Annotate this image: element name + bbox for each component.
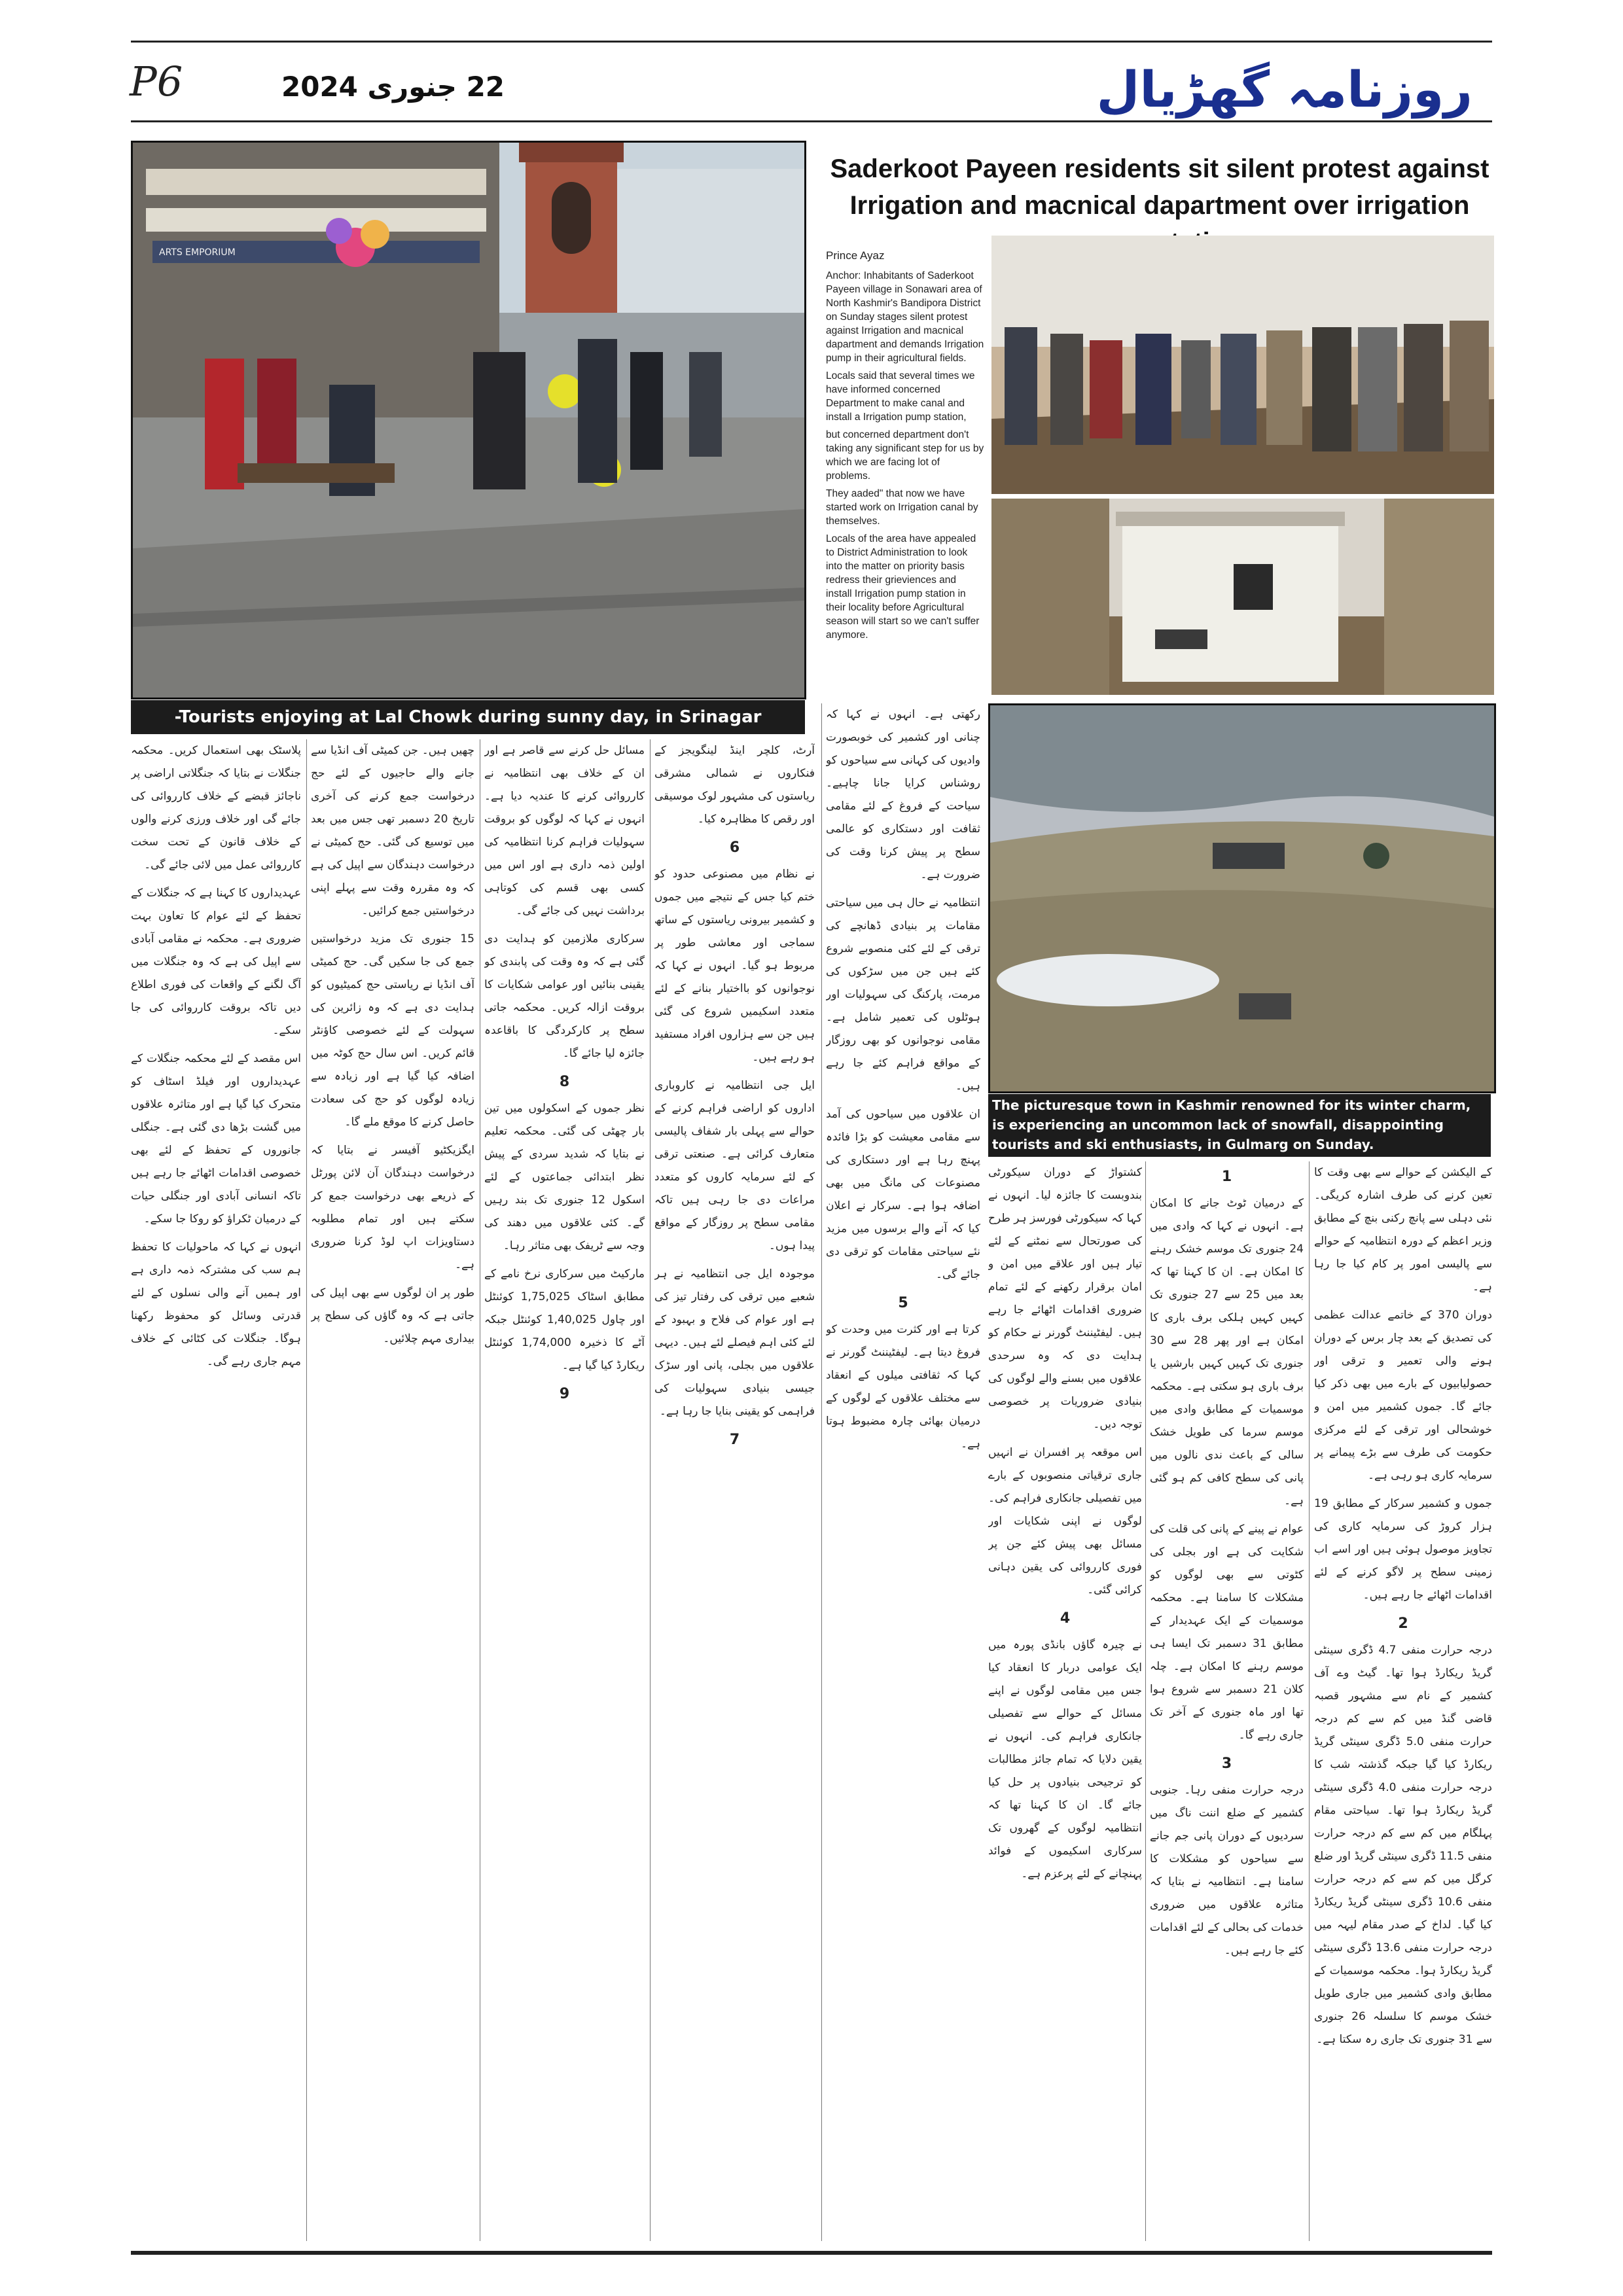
urdu-paragraph: درجہ حرارت منفی 4.7 ڈگری سینٹی گریڈ ریکارڈ ہوا تھا۔ گیٹ وے آف کشمیر کے نام سے مشہور قصبہ قاضی گنڈ میں کم سے کم درجہ حرارت منفی 5.0 ڈگری سینٹی گریڈ ریکارڈ کیا گیا جبکہ گذشتہ شب کا درجہ حرارت منفی 4.0 ڈگری سینٹی گریڈ ریکارڈ ہوا تھا۔ سیاحتی مقام پہلگام میں کم سے کم درجہ حرارت منفی 11.5 ڈگری سینٹی گریڈ اور ضلع کرگل میں کم سے کم درجہ حرارت منفی 10.6 ڈگری سینٹی گریڈ ریکارڈ کیا گیا۔ لداخ کے صدر مقام لیہہ میں درجہ حرارت منفی 13.6 ڈگری سینٹی گریڈ ریکارڈ ہوا۔ محکمہ موسمیات کے مطابق وادی کشمیر میں جاری طویل خشک موسم کا سلسلہ 26 جنوری سے 31 جنوری تک جاری رہ سکتا ہے۔ bbox=[1314, 1644, 1492, 2046]
story-jump-number: 6 bbox=[729, 839, 740, 856]
column-divider bbox=[821, 703, 822, 2241]
footer-rule bbox=[131, 2251, 1492, 2255]
column-divider bbox=[1145, 1161, 1146, 2241]
urdu-column-3 bbox=[988, 1161, 1142, 2241]
urdu-paragraph: مسائل حل کرنے سے قاصر ہے اور ان کے خلاف بھی انتظامیہ نے کارروائی کرنے کا عندیہ دیا ہے۔ انہوں نے کہا کہ لوگوں کو بروقت سہولیات فراہم کرنا انتظامیہ کی اولین ذمہ داری ہے اور اس میں کسی بھی قسم کی کوتاہی برداشت نہیں کی جائے گی۔ bbox=[484, 744, 645, 917]
urdu-paragraph: پلاسٹک بھی استعمال کریں۔ محکمہ جنگلات نے بتایا کہ جنگلاتی اراضی پر ناجائز قبضے کے خلاف کارروائی کی جائے گی اور خلاف ورزی کرنے والوں کے خلاف قانون کے تحت سخت کارروائی عمل میں لائی جائے گی۔ bbox=[131, 744, 301, 872]
urdu-paragraph: آرٹ، کلچر اینڈ لینگویجز کے فنکاروں نے شمالی مشرقی ریاستوں کی مشہور لوک موسیقی اور رقص کا مظاہرہ کیا۔ bbox=[654, 744, 815, 826]
gulmarg-photo bbox=[988, 703, 1496, 1093]
urdu-column-4 bbox=[826, 703, 980, 2241]
gulmarg-photo-art bbox=[990, 705, 1494, 1091]
urdu-paragraph: رکھتی ہے۔ انہوں نے کہا کہ چنانی اور کشمیر کی خوبصورت وادیوں کی کہانی سے سیاحوں کو روشناس کرایا جانا چاہیے۔ سیاحت کے فروغ کے لئے مقامی ثقافت اور دستکاری کو عالمی سطح پر پیش کرنا وقت کی ضرورت ہے۔ bbox=[826, 708, 980, 881]
masthead-title: روزنامہ گھڑیال bbox=[1096, 60, 1472, 118]
urdu-column-1 bbox=[1314, 1161, 1492, 2241]
urdu-paragraph: اس مقصد کے لئے محکمہ جنگلات کے عہدیداروں اور فیلڈ اسٹاف کو متحرک کیا گیا ہے اور متاثرہ علاقوں میں گشت بڑھا دی گئی ہے۔ جنگلی جانوروں کے تحفظ کے لئے بھی خصوصی اقدامات اٹھائے جا رہے ہیں تاکہ انسانی آبادی اور جنگلی حیات کے درمیان ٹکراؤ کو روکا جا سکے۔ bbox=[131, 1052, 301, 1226]
page-number: P6 bbox=[130, 58, 183, 105]
story-jump-number: 2 bbox=[1398, 1616, 1408, 1632]
story-jump-number: 8 bbox=[559, 1074, 570, 1090]
urdu-paragraph: انہوں نے کہا کہ ماحولیات کا تحفظ ہم سب کی مشترکہ ذمہ داری ہے اور ہمیں آنے والی نسلوں کے لئے قدرتی وسائل کو محفوظ رکھنا ہوگا۔ جنگلات کی کٹائی کے خلاف مہم جاری رہے گی۔ bbox=[131, 1241, 301, 1368]
urdu-paragraph: سرکاری ملازمین کو ہدایت دی گئی ہے کہ وہ وقت کی پابندی کو یقینی بنائیں اور عوامی شکایات کا بروقت ازالہ کریں۔ محکمہ جاتی سطح پر کارکردگی کا باقاعدہ جائزہ لیا جائے گا۔ bbox=[484, 932, 645, 1060]
urdu-paragraph: درجہ حرارت منفی رہا۔ جنوبی کشمیر کے ضلع اننت ناگ میں سردیوں کے دوران پانی جم جانے سے سیاحوں کو مشکلات کا سامنا ہے۔ انتظامیہ نے بتایا کہ متاثرہ علاقوں میں ضروری خدمات کی بحالی کے لئے اقدامات کئے جا رہے ہیں۔ bbox=[1150, 1784, 1304, 1957]
urdu-column-2 bbox=[1150, 1161, 1304, 2241]
story-jump-number: 5 bbox=[898, 1295, 908, 1311]
lal-chowk-photo bbox=[131, 141, 806, 699]
lal-chowk-photo-art bbox=[133, 143, 804, 698]
urdu-paragraph: نے چیرہ گاؤں بانڈی پورہ میں ایک عوامی دربار کا انعقاد کیا جس میں مقامی لوگوں نے اپنے مسائل کے حوالے سے تفصیلی جانکاری فراہم کی۔ انہوں نے یقین دلایا کہ تمام جائز مطالبات کو ترجیحی بنیادوں پر حل کیا جائے گا۔ ان کا کہنا تھا کہ انتظامیہ لوگوں کے گھروں تک سرکاری اسکیموں کے فوائد پہنچانے کے لئے پرعزم ہے۔ bbox=[988, 1638, 1142, 1881]
story-jump-number: 9 bbox=[559, 1386, 570, 1402]
urdu-paragraph: کے الیکشن کے حوالے سے بھی وقت کا تعین کرنے کی طرف اشارہ کریگی۔ نئی دہلی سے پانچ رکنی بنچ کے مطابق وزیر اعظم کے دورہ انتظامیہ کے حوالے سے پالیسی امور پر کام کیا جا رہا ہے۔ bbox=[1314, 1166, 1492, 1294]
story-jump-number: 7 bbox=[729, 1432, 740, 1448]
urdu-paragraph: طور پر ان لوگوں سے بھی اپیل کی جاتی ہے کہ وہ گاؤں کی سطح پر بیداری مہم چلائیں۔ bbox=[311, 1286, 474, 1345]
header-rule-bottom bbox=[131, 120, 1492, 122]
column-divider bbox=[650, 739, 651, 2241]
story-paragraph: Locals of the area have appealed to District Administration to look into the matter on priority basis redress their grieviences and install Irrigation pump station in their locality before Agricultural season will start so we can't suffer anymore. bbox=[826, 533, 980, 641]
story-paragraph: They aaded" that now we have started work on Irrigation canal by themselves. bbox=[826, 488, 978, 527]
urdu-paragraph: ایل جی انتظامیہ نے کاروباری اداروں کو اراضی فراہم کرنے کے حوالے سے پہلی بار شفاف پالیسی متعارف کرائی ہے۔ صنعتی ترقی کے لئے سرمایہ کاروں کو متعدد مراعات دی جا رہی ہیں تاکہ مقامی سطح پر روزگار کے مواقع پیدا ہوں۔ bbox=[654, 1079, 815, 1252]
urdu-paragraph: اس موقعہ پر افسران نے انہیں جاری ترقیاتی منصوبوں کے بارے میں تفصیلی جانکاری فراہم کی۔ لوگوں نے اپنی شکایات اور مسائل بھی پیش کئے جن پر فوری کارروائی کی یقین دہانی کرائی گئی۔ bbox=[988, 1446, 1142, 1597]
urdu-column-6 bbox=[484, 739, 645, 2241]
column-divider bbox=[1309, 1161, 1310, 2241]
urdu-paragraph: ایگزیکٹیو آفیسر نے بتایا کہ درخواست دہندگان آن لائن پورٹل کے ذریعے بھی درخواست جمع کر سکتے ہیں اور تمام مطلوبہ دستاویزات اپ لوڈ کرنا ضروری ہے۔ bbox=[311, 1144, 474, 1271]
story-jump-number: 4 bbox=[1060, 1610, 1071, 1627]
urdu-paragraph: کشتواڑ کے دوران سیکورٹی بندوبست کا جائزہ لیا۔ انہوں نے کہا کہ سیکورٹی فورسز ہر طرح کی صورتحال سے نمٹنے کے لئے تیار ہیں اور علاقے میں امن و امان برقرار رکھنے کے لئے تمام ضروری اقدامات اٹھائے جا رہے ہیں۔ لیفٹیننٹ گورنر نے حکام کو ہدایت دی کہ وہ سرحدی علاقوں میں بسنے والے لوگوں کی بنیادی ضروریات پر خصوصی توجہ دیں۔ bbox=[988, 1166, 1142, 1431]
urdu-paragraph: نظر جموں کے اسکولوں میں تین بار چھٹی کی گئی۔ محکمہ تعلیم نے بتایا کہ شدید سردی کے پیش نظر ابتدائی جماعتوں کے لئے اسکول 12 جنوری تک بند رہیں گے۔ کئی علاقوں میں دھند کی وجہ سے ٹریفک بھی متاثر رہا۔ bbox=[484, 1102, 645, 1252]
urdu-column-5 bbox=[654, 739, 815, 2241]
urdu-paragraph: جموں و کشمیر سرکار کے مطابق 19 ہزار کروڑ کی سرمایہ کاری کی تجاویز موصول ہوئی ہیں اور اسے اب زمینی سطح پر لاگو کرنے کے لئے اقدامات اٹھائے جا رہے ہیں۔ bbox=[1314, 1497, 1492, 1602]
byline: Prince Ayaz bbox=[826, 249, 885, 262]
urdu-paragraph: ان علاقوں میں سیاحوں کی آمد سے مقامی معیشت کو بڑا فائدہ پہنچ رہا ہے اور دستکاری کی مصنوعات کی مانگ میں بھی اضافہ ہوا ہے۔ سرکار نے اعلان کیا کہ آنے والے برسوں میں مزید نئے سیاحتی مقامات کو ترقی دی جائے گی۔ bbox=[826, 1108, 980, 1281]
gulmarg-caption: The picturesque town in Kashmir renowned for its winter charm, is experiencing an uncommon lack of snowfall, disappointing tourists and ski enthusiasts, in Gulmarg on Sunday. bbox=[988, 1094, 1491, 1157]
story-paragraph: Anchor: Inhabitants of Saderkoot Payeen village in Sonawari area of North Kashmir's Bandipora District on Sunday stages silent protest against Irrigation and macnical dapartment and demands Irrigation pump in their agricultural fields. bbox=[826, 270, 984, 364]
story-jump-number: 1 bbox=[1221, 1169, 1232, 1185]
story-paragraph: but concerned department don't taking any significant step for us by which we are facing lot of problems. bbox=[826, 429, 984, 482]
urdu-paragraph: 15 جنوری تک مزید درخواستیں جمع کی جا سکیں گی۔ حج کمیٹی آف انڈیا نے ریاستی حج کمیٹیوں کو ہدایت دی ہے کہ وہ زائرین کی سہولت کے لئے خصوصی کاؤنٹر قائم کریں۔ اس سال حج کوٹہ میں اضافہ کیا گیا ہے اور زیادہ سے زیادہ لوگوں کو حج کی سعادت حاصل کرنے کا موقع ملے گا۔ bbox=[311, 932, 474, 1129]
pump-station-photo-art bbox=[991, 499, 1494, 695]
shop-sign: ARTS EMPORIUM bbox=[159, 247, 236, 258]
protest-photo bbox=[991, 236, 1494, 494]
urdu-paragraph: کرتا ہے اور کثرت میں وحدت کو فروغ دیتا ہے۔ لیفٹیننٹ گورنر نے کہا کہ ثقافتی میلوں کے انعقاد سے مختلف علاقوں کے لوگوں کے درمیان بھائی چارہ مضبوط ہوتا ہے۔ bbox=[826, 1323, 980, 1451]
story-jump-number: 3 bbox=[1221, 1756, 1232, 1772]
protest-photo-art bbox=[991, 236, 1494, 494]
english-story-body bbox=[826, 249, 984, 646]
urdu-paragraph: نے نظام میں مصنوعی حدود کو ختم کیا جس کے نتیجے میں جموں و کشمیر بیرونی ریاستوں کے ساتھ سماجی اور معاشی طور پر مربوط ہو گیا۔ انہوں نے کہا کہ نوجوانوں کو بااختیار بنانے کے لئے متعدد اسکیمیں شروع کی گئی ہیں جن سے ہزاروں افراد مستفید ہو رہے ہیں۔ bbox=[654, 868, 815, 1064]
urdu-paragraph: انتظامیہ نے حال ہی میں سیاحتی مقامات پر بنیادی ڈھانچے کی ترقی کے لئے کئی منصوبے شروع کئے ہیں جن میں سڑکوں کی مرمت، پارکنگ کی سہولیات اور ہوٹلوں کی تعمیر شامل ہے۔ مقامی نوجوانوں کو بھی روزگار کے مواقع فراہم کئے جا رہے ہیں۔ bbox=[826, 896, 980, 1093]
urdu-paragraph: کے درمیان ٹوٹ جانے کا امکان ہے۔ انہوں نے کہا کہ وادی میں 24 جنوری تک موسم خشک رہنے کا امکان ہے۔ ان کا کہنا تھا کہ بعد میں 25 سے 27 جنوری تک کہیں کہیں ہلکی برف باری کا امکان ہے اور پھر 28 سے 30 جنوری تک کہیں کہیں بارشیں یا برف باری ہو سکتی ہے۔ محکمہ موسمیات کے مطابق وادی میں موسم سرما کی طویل خشک سالی کے باعث ندی نالوں میں پانی کی سطح کافی کم ہو گئی ہے۔ bbox=[1150, 1197, 1304, 1508]
pump-station-photo bbox=[991, 499, 1494, 695]
urdu-column-8 bbox=[131, 739, 301, 2241]
urdu-paragraph: عہدیداروں کا کہنا ہے کہ جنگلات کے تحفظ کے لئے عوام کا تعاون بہت ضروری ہے۔ محکمہ نے مقامی آبادی سے اپیل کی ہے کہ وہ جنگلات میں آگ لگنے کے واقعات کی فوری اطلاع دیں تاکہ بروقت کارروائی کی جا سکے۔ bbox=[131, 887, 301, 1037]
urdu-column-7 bbox=[311, 739, 474, 2241]
story-paragraph: Locals said that several times we have informed concerned Department to make canal and install a Irrigation pump station, bbox=[826, 370, 975, 423]
urdu-paragraph: مارکیٹ میں سرکاری نرخ نامے کے مطابق اسٹاک 1,75,025 کوئنٹل اور چاول 1,40,025 کوئنٹل جبکہ آٹے کا ذخیرہ 1,74,000 کوئنٹل ریکارڈ کیا گیا ہے۔ bbox=[484, 1267, 645, 1372]
urdu-paragraph: چھیں ہیں۔ جن کمیٹی آف انڈیا سے جانے والے حاجیوں کے لئے حج درخواست جمع کرنے کی آخری تاریخ 20 دسمبر تھی جس میں بعد میں توسیع کی گئی۔ حج کمیٹی نے درخواست دہندگان سے اپیل کی ہے کہ وہ مقررہ وقت سے پہلے اپنی درخواستیں جمع کرائیں۔ bbox=[311, 744, 474, 917]
issue-date: 22 جنوری 2024 bbox=[281, 71, 505, 103]
urdu-paragraph: دوران 370 کے خاتمے عدالت عظمی کی تصدیق کے بعد چار برس کے دوران ہونے والی تعمیر و ترقی اور حصولیابیوں کے بارے میں بھی ذکر کیا جائے گا۔ جموں کشمیر میں امن و خوشحالی اور ترقی کے لئے مرکزی حکومت کی طرف سے بڑے پیمانے پر سرمایہ کاری ہو رہی ہے۔ bbox=[1314, 1309, 1492, 1482]
english-headline: Saderkoot Payeen residents sit silent protest against Irrigation and macnical dapartment over irrigation bbox=[830, 154, 1489, 220]
urdu-paragraph: موجودہ ایل جی انتظامیہ نے ہر شعبے میں ترقی کی رفتار تیز کی ہے اور عوام کی فلاح و بہبود کے لئے کئی اہم فیصلے لئے ہیں۔ دیہی علاقوں میں بجلی، پانی اور سڑک جیسی بنیادی سہولیات کی فراہمی کو یقینی بنایا جا رہا ہے۔ bbox=[654, 1267, 815, 1418]
header-rule-top bbox=[131, 41, 1492, 43]
urdu-paragraph: عوام نے پینے کے پانی کی قلت کی شکایت کی ہے اور بجلی کی کٹوتی سے بھی لوگوں کو مشکلات کا سامنا ہے۔ محکمہ موسمیات کے ایک عہدیدار کے مطابق 31 دسمبر تک ایسا ہی موسم رہنے کا امکان ہے۔ چلہ کلان 21 دسمبر سے شروع ہوا تھا اور ماہ جنوری کے آخر تک جاری رہے گا۔ bbox=[1150, 1523, 1304, 1742]
column-divider bbox=[306, 739, 307, 2241]
lal-chowk-caption: -Tourists enjoying at Lal Chowk during sunny day, in Srinagar bbox=[131, 700, 805, 734]
